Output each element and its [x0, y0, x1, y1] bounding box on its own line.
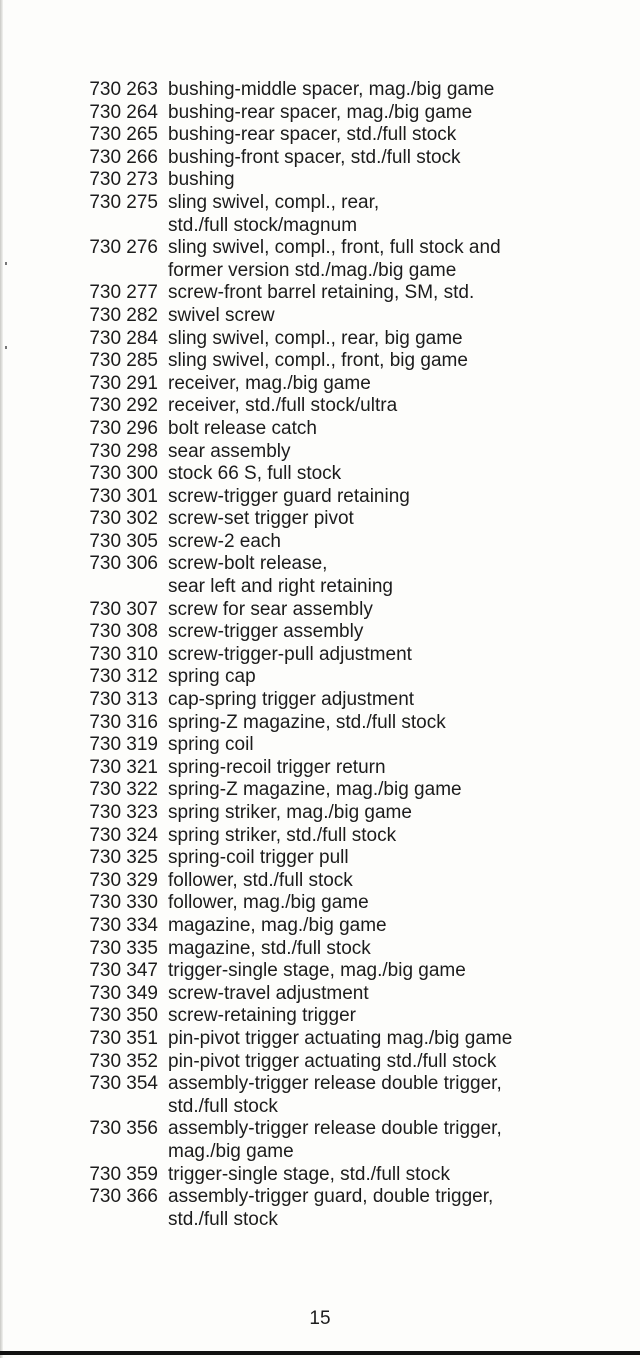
- part-number: 730 298: [89, 440, 158, 462]
- page-left-edge: [0, 0, 3, 1358]
- part-number: 730 263: [89, 79, 158, 100]
- part-row: [60, 463, 620, 486]
- part-description: sear assembly: [168, 440, 291, 462]
- part-number: 730 273: [89, 169, 158, 191]
- part-number: 730 266: [89, 146, 158, 168]
- part-number: 730 275: [89, 191, 158, 213]
- part-description: spring cap: [168, 666, 256, 688]
- part-description: assembly-trigger guard, double trigger, std./full stock: [168, 1186, 494, 1230]
- part-row: [60, 915, 620, 938]
- part-row: [60, 328, 620, 351]
- part-description: sling swivel, compl., front, full stock and former version std./mag./big game: [168, 237, 501, 281]
- part-description: bushing-front spacer, std./full stock: [168, 146, 461, 168]
- part-description: receiver, std./full stock/ultra: [168, 395, 398, 417]
- part-description: receiver, mag./big game: [168, 372, 371, 394]
- part-number: 730 306: [89, 553, 158, 575]
- part-number: 730 313: [89, 689, 158, 711]
- part-description: trigger-single stage, std./full stock: [168, 1163, 450, 1185]
- part-number: 730 325: [89, 847, 158, 869]
- part-description: screw-trigger assembly: [168, 621, 364, 643]
- part-number: 730 284: [89, 327, 158, 349]
- part-row: [60, 621, 620, 644]
- part-number: 730 319: [89, 734, 158, 756]
- part-number: 730 335: [89, 937, 158, 959]
- part-row: [60, 712, 620, 735]
- parts-list: [60, 79, 620, 1231]
- part-description: spring-Z magazine, std./full stock: [168, 711, 446, 733]
- part-number: 730 359: [89, 1163, 158, 1185]
- part-row: [60, 373, 620, 396]
- part-row: [60, 983, 620, 1006]
- part-description: screw for sear assembly: [168, 598, 373, 620]
- part-row: [60, 237, 620, 282]
- part-description: magazine, std./full stock: [168, 937, 371, 959]
- part-number: 730 291: [89, 372, 158, 394]
- part-description: screw-trigger guard retaining: [168, 485, 410, 507]
- part-row: [60, 1051, 620, 1074]
- part-row: [60, 102, 620, 125]
- part-number: 730 329: [89, 869, 158, 891]
- part-row: [60, 395, 620, 418]
- part-description: follower, mag./big game: [168, 892, 369, 914]
- part-number: 730 321: [89, 756, 158, 778]
- part-row: [60, 169, 620, 192]
- part-row: [60, 847, 620, 870]
- part-description: screw-bolt release, sear left and right retaining: [168, 553, 393, 598]
- part-number: 730 322: [89, 779, 158, 801]
- part-row: [60, 757, 620, 780]
- part-row: [60, 1028, 620, 1051]
- part-number: 730 352: [89, 1050, 158, 1072]
- part-number: 730 356: [89, 1118, 158, 1140]
- part-number: 730 300: [89, 463, 158, 485]
- part-row: [60, 666, 620, 689]
- part-row: [60, 599, 620, 622]
- part-number: 730 324: [89, 824, 158, 846]
- part-row: [60, 79, 620, 102]
- part-description: sling swivel, compl., rear, big game: [168, 327, 463, 349]
- part-number: 730 285: [89, 350, 158, 372]
- part-number: 730 330: [89, 892, 158, 914]
- part-description: screw-retaining trigger: [168, 1005, 356, 1027]
- part-row: [60, 441, 620, 464]
- part-description: bolt release catch: [168, 417, 317, 439]
- part-description: bushing-rear spacer, std./full stock: [168, 124, 457, 146]
- part-description: spring coil: [168, 734, 254, 756]
- part-row: [60, 689, 620, 712]
- part-row: [60, 802, 620, 825]
- part-description: screw-2 each: [168, 530, 281, 552]
- part-description: sling swivel, compl., rear, std./full stock/magnum: [168, 191, 380, 236]
- part-row: [60, 486, 620, 509]
- part-number: 730 354: [89, 1073, 158, 1095]
- part-number: 730 351: [89, 1027, 158, 1049]
- part-row: [60, 418, 620, 441]
- part-row: [60, 644, 620, 667]
- part-description: screw-trigger-pull adjustment: [168, 643, 412, 665]
- bottom-rule: [0, 1351, 640, 1355]
- part-description: screw-set trigger pivot: [168, 508, 354, 530]
- part-number: 730 350: [89, 1005, 158, 1027]
- part-description: follower, std./full stock: [168, 869, 353, 891]
- part-description: bushing-middle spacer, mag./big game: [168, 79, 495, 100]
- part-row: [60, 870, 620, 893]
- part-description: assembly-trigger release double trigger, std./full stock: [168, 1073, 502, 1117]
- part-description: screw-travel adjustment: [168, 982, 369, 1004]
- part-row: [60, 305, 620, 328]
- part-row: [60, 124, 620, 147]
- scan-mark: [5, 346, 7, 349]
- part-description: bushing-rear spacer, mag./big game: [168, 101, 473, 123]
- part-description: spring-coil trigger pull: [168, 847, 349, 869]
- part-row: [60, 734, 620, 757]
- part-description: assembly-trigger release double trigger, mag./big game: [168, 1118, 502, 1162]
- part-number: 730 310: [89, 643, 158, 665]
- part-description: pin-pivot trigger actuating mag./big game: [168, 1027, 513, 1049]
- part-row: [60, 282, 620, 305]
- part-row: [60, 350, 620, 373]
- part-number: 730 316: [89, 711, 158, 733]
- part-number: 730 307: [89, 598, 158, 620]
- part-description: spring striker, mag./big game: [168, 802, 412, 823]
- part-row: [60, 1073, 620, 1118]
- part-number: 730 276: [89, 237, 158, 259]
- part-description: sling swivel, compl., front, big game: [168, 350, 468, 372]
- part-description: screw-front barrel retaining, SM, std.: [168, 282, 475, 304]
- part-row: [60, 1164, 620, 1187]
- part-row: [60, 960, 620, 983]
- part-description: spring striker, std./full stock: [168, 824, 397, 846]
- part-number: 730 308: [89, 621, 158, 643]
- part-description: bushing: [168, 169, 235, 191]
- part-row: [60, 825, 620, 848]
- part-number: 730 277: [89, 282, 158, 304]
- part-description: magazine, mag./big game: [168, 914, 387, 936]
- part-row: [60, 147, 620, 170]
- part-description: swivel screw: [168, 304, 275, 326]
- part-number: 730 292: [89, 395, 158, 417]
- part-row: [60, 531, 620, 554]
- part-row: [60, 779, 620, 802]
- part-number: 730 302: [89, 508, 158, 530]
- part-row: [60, 1005, 620, 1028]
- part-description: pin-pivot trigger actuating std./full stock: [168, 1050, 497, 1072]
- part-row: [60, 553, 620, 598]
- part-number: 730 282: [89, 304, 158, 326]
- part-description: spring-Z magazine, mag./big game: [168, 779, 462, 801]
- part-row: [60, 508, 620, 531]
- part-description: trigger-single stage, mag./big game: [168, 960, 466, 982]
- part-description: stock 66 S, full stock: [168, 463, 342, 485]
- part-row: [60, 1118, 620, 1163]
- part-number: 730 312: [89, 666, 158, 688]
- part-row: [60, 1186, 620, 1231]
- part-number: 730 296: [89, 417, 158, 439]
- part-row: [60, 938, 620, 961]
- part-number: 730 323: [89, 802, 158, 823]
- part-number: 730 301: [89, 485, 158, 507]
- part-row: [60, 192, 620, 237]
- part-number: 730 265: [89, 124, 158, 146]
- part-number: 730 347: [89, 960, 158, 982]
- part-number: 730 334: [89, 914, 158, 936]
- part-row: [60, 892, 620, 915]
- scan-mark: [5, 262, 7, 265]
- part-number: 730 349: [89, 982, 158, 1004]
- part-description: cap-spring trigger adjustment: [168, 689, 415, 711]
- part-number: 730 305: [89, 530, 158, 552]
- page-number: 15: [309, 1308, 331, 1329]
- part-description: spring-recoil trigger return: [168, 756, 386, 778]
- part-number: 730 264: [89, 101, 158, 123]
- part-number: 730 366: [89, 1186, 158, 1208]
